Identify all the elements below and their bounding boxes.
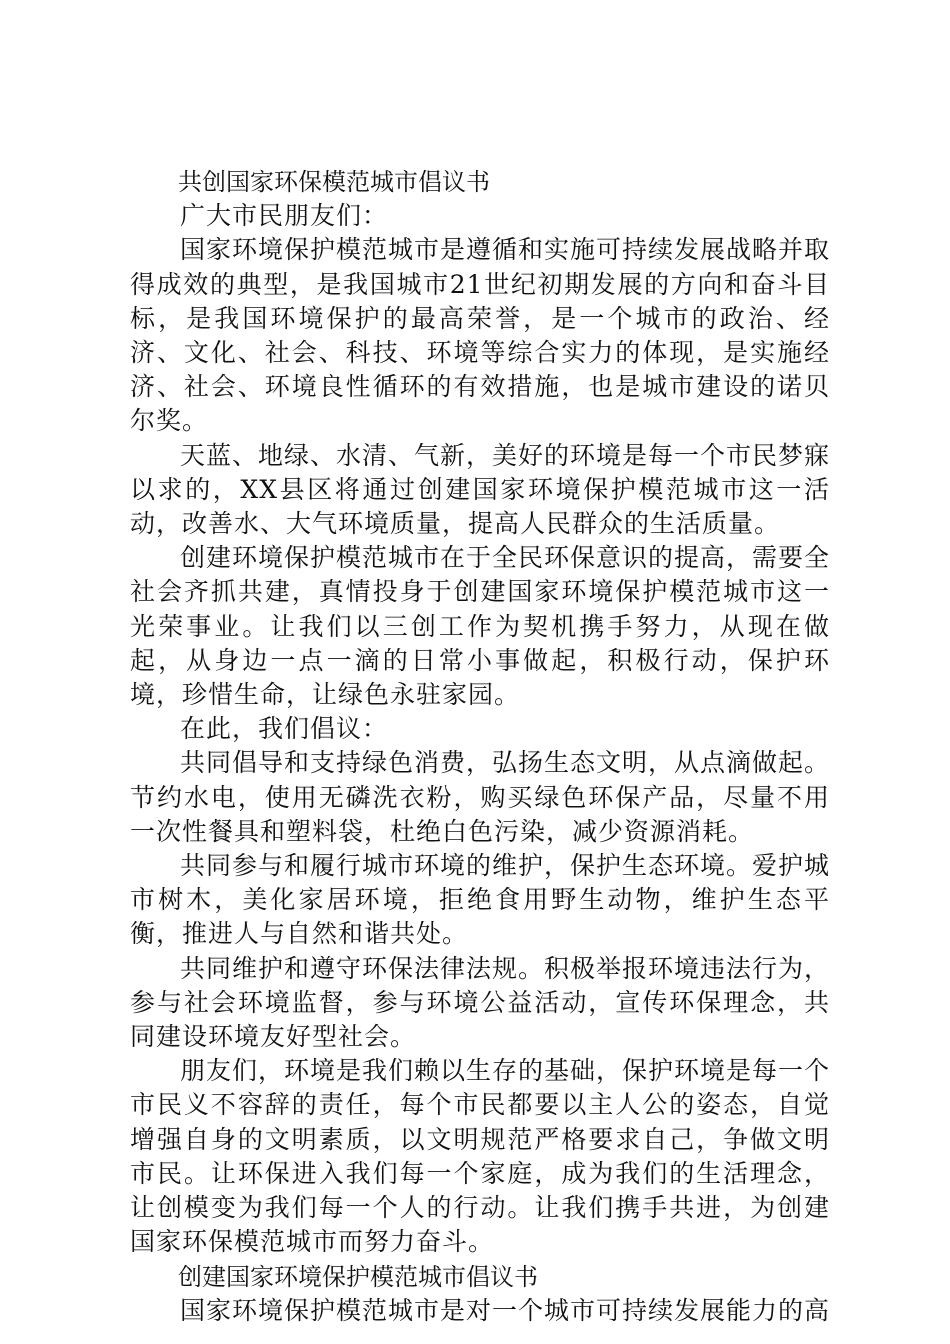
- paragraph: 国家环境保护模范城市是对一个城市可持续发展能力的高: [180, 1295, 831, 1325]
- paragraph: 天蓝、地绿、水清、气新，美好的环境是每一个市民梦寐以求的，XX县区将通过创建国家环境保护模范城市这一活动，改善水、大气环境质量，提高人民群众的生活质量。: [130, 440, 831, 539]
- document-page: [130, 165, 830, 1328]
- salutation: 广大市民朋友们：: [180, 201, 389, 231]
- second-document-title: 创建国家环境保护模范城市倡议书: [178, 1262, 538, 1291]
- paragraph: 国家环境保护模范城市是遵循和实施可持续发展战略并取得成效的典型，是我国城市21世纪初期发展的方向和奋斗目标，是我国环境保护的最高荣誉，是一个城市的政治、经济、文化、社会、科技、环境等综合实力的体现，是实施经济、社会、环境良性循环的有效措施，也是城市建设的诺贝尔奖。: [130, 235, 831, 436]
- paragraph: 共同维护和遵守环保法律法规。积极举报环境违法行为，参与社会环境监督，参与环境公益活动，宣传环保理念，共同建设环境友好型社会。: [130, 953, 831, 1052]
- paragraph: 创建环境保护模范城市在于全民环保意识的提高，需要全社会齐抓共建，真情投身于创建国家环境保护模范城市这一光荣事业。让我们以三创工作为契机携手努力，从现在做起，从身边一点一滴的日常小事做起，积极行动，保护环境，珍惜生命，让绿色永驻家园。: [130, 543, 831, 710]
- paragraph: 共同参与和履行城市环境的维护，保护生态环境。爱护城市树木，美化家居环境，拒绝食用野生动物，维护生态平衡，推进人与自然和谐共处。: [130, 851, 831, 949]
- document-title: 共创国家环保模范城市倡议书: [178, 168, 490, 196]
- paragraph: 共同倡导和支持绿色消费，弘扬生态文明，从点滴做起。节约水电，使用无磷洗衣粉，购买绿色环保产品，尽量不用一次性餐具和塑料袋，杜绝白色污染，减少资源消耗。: [130, 748, 831, 846]
- paragraph: 在此，我们倡议：: [180, 714, 389, 744]
- paragraph: 朋友们，环境是我们赖以生存的基础，保护环境是每一个市民义不容辞的责任，每个市民都要以主人公的姿态，自觉增强自身的文明素质，以文明规范严格要求自己，争做文明市民。让环保进入我们每一个家庭，成为我们的生活理念，让创模变为我们每一个人的行动。让我们携手共进，为创建国家环保模范城市而努力奋斗。: [130, 1056, 831, 1257]
